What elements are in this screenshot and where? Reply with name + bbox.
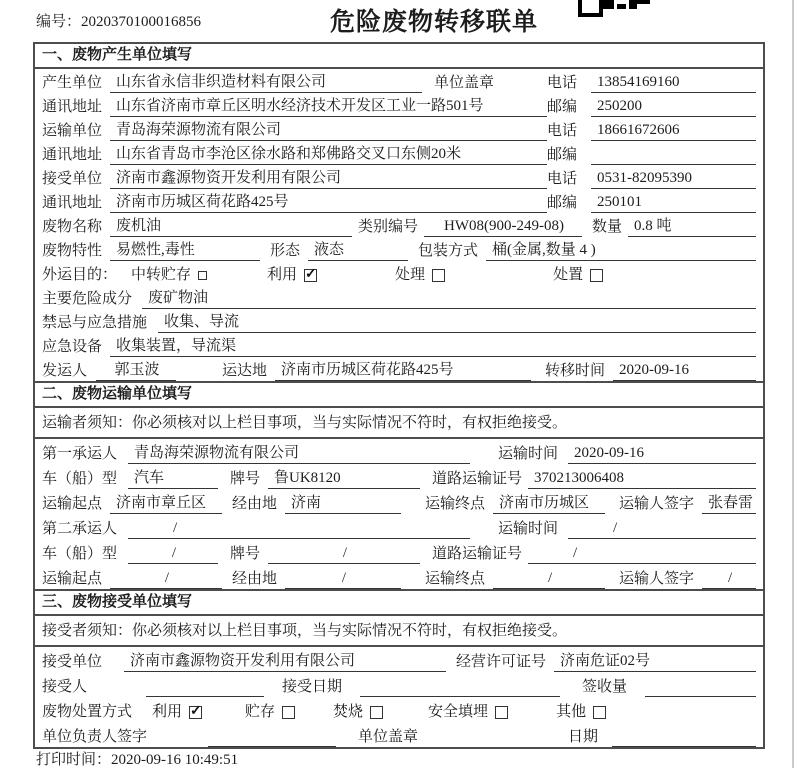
acceptor-label: 接受人 — [42, 679, 88, 695]
category-label: 类别编号 — [358, 219, 419, 235]
vehicle1-value: 汽车 — [128, 469, 218, 489]
row-waste-name — [35, 213, 763, 237]
acceptor-value — [146, 678, 264, 697]
treat-checkbox — [432, 269, 445, 282]
disposal-option-other — [556, 703, 606, 722]
vehicle-label: 车（船）型 — [42, 546, 118, 562]
disposal-option-store — [245, 703, 295, 722]
incinerate-checkbox — [370, 706, 383, 719]
document-number-value: 2020370100016856 — [81, 14, 202, 30]
date-label: 日期 — [568, 729, 599, 745]
row-waste-property — [35, 237, 763, 261]
transfer-storage-checkbox — [198, 271, 207, 280]
carrier-sign-label: 运输人签字 — [619, 571, 695, 587]
via2-value: / — [285, 569, 401, 589]
terminus1-value: 济南市历城区 — [493, 494, 605, 514]
carrier2-label: 第二承运人 — [42, 521, 118, 537]
terminus-label: 运输终点 — [425, 571, 486, 587]
producer-value: 山东省永信非织造材料有限公司 — [110, 73, 422, 93]
purpose-option-treat — [395, 266, 445, 285]
purpose-label: 外运目的： — [42, 267, 118, 283]
road-permit-label: 道路运输证号 — [432, 471, 523, 487]
landfill-checkbox — [495, 706, 508, 719]
utilize-checkbox — [304, 269, 317, 282]
row-consignor — [35, 357, 763, 381]
producer-address-value: 山东省济南市章丘区明水经济技术开发区工业一路501号 — [110, 97, 547, 117]
document-header — [0, 0, 796, 42]
seal-label: 单位盖章 — [434, 75, 495, 91]
carrier1-value: 青岛海荣源物流有限公司 — [128, 444, 470, 464]
property-label: 废物特性 — [42, 243, 103, 259]
producer-zip-value: 250200 — [591, 97, 756, 117]
waste-name-value: 废机油 — [110, 217, 352, 237]
via-label: 经由地 — [232, 496, 278, 512]
origin1-value: 济南市章丘区 — [110, 494, 222, 514]
zip-label: 邮编 — [547, 195, 578, 211]
option-label: 贮存 — [245, 704, 276, 720]
option-label: 安全填埋 — [428, 704, 489, 720]
received-qty-label: 签收量 — [582, 679, 628, 695]
section-producer — [35, 44, 763, 381]
phone-label: 电话 — [547, 75, 578, 91]
section-receiver — [35, 589, 763, 747]
carrier2-value: / — [128, 519, 470, 539]
terminus-label: 运输终点 — [425, 496, 486, 512]
print-time-label: 打印时间： — [36, 752, 112, 768]
accept-date-value — [360, 678, 560, 697]
producer-phone-value: 13854169160 — [591, 73, 756, 93]
page-title: 危险废物转移联单 — [330, 9, 539, 36]
quantity-label: 数量 — [592, 219, 623, 235]
transporter-notice: 运输者须知：你必须核对以上栏目事项，当与实际情况不符时，有权拒绝接受。 — [35, 408, 763, 439]
plate-label: 牌号 — [230, 546, 261, 562]
address-label: 通讯地址 — [42, 99, 103, 115]
waste-name-label: 废物名称 — [42, 219, 103, 235]
row-accept-unit — [35, 647, 763, 672]
purpose-option-dispose — [553, 266, 603, 285]
row-producer-address — [35, 93, 763, 117]
transfer-time-label: 转移时间 — [545, 363, 606, 379]
consignor-label: 发运人 — [42, 363, 88, 379]
receiver-notice: 接受者须知：你必须核对以上栏目事项，当与实际情况不符时，有权拒绝接受。 — [35, 616, 763, 647]
seal-label: 单位盖章 — [358, 729, 419, 745]
qr-code-icon — [578, 0, 652, 9]
option-label: 中转贮存 — [131, 267, 192, 283]
section2-title: 二、废物运输单位填写 — [35, 383, 763, 408]
row-producer — [35, 69, 763, 93]
category-value: HW08(900-249-08) — [424, 217, 582, 237]
section1-title: 一、废物产生单位填写 — [35, 44, 763, 69]
disposal-option-utilize — [152, 703, 202, 722]
property-value: 易燃性,毒性 — [110, 241, 260, 261]
road-permit2-value: / — [528, 544, 756, 564]
carrier-sign2-value: / — [702, 569, 756, 589]
license-label: 经营许可证号 — [456, 654, 547, 670]
producer-label: 产生单位 — [42, 75, 103, 91]
row-route1 — [35, 489, 763, 514]
origin2-value: / — [110, 569, 222, 589]
manifest-table — [33, 42, 765, 749]
form-value: 液态 — [308, 241, 408, 261]
utilize-checkbox — [189, 706, 202, 719]
plate2-value: / — [268, 544, 420, 564]
row-route2 — [35, 564, 763, 589]
transport-time2-value: / — [568, 519, 756, 539]
row-taboo — [35, 309, 763, 333]
responsible-sign-label: 单位负责人签字 — [42, 729, 148, 745]
receiver-label: 接受单位 — [42, 171, 103, 187]
purpose-option-transfer-storage — [131, 266, 207, 285]
row-carrier2 — [35, 514, 763, 539]
vehicle-label: 车（船）型 — [42, 471, 118, 487]
row-carrier1 — [35, 439, 763, 464]
via-label: 经由地 — [232, 571, 278, 587]
seal-date-value — [612, 728, 756, 747]
option-label: 处理 — [395, 267, 426, 283]
receiver-address-value: 济南市历城区荷花路425号 — [110, 193, 547, 213]
row-receiver — [35, 165, 763, 189]
transporter-phone-value: 18661672606 — [591, 121, 756, 141]
taboo-label: 禁忌与应急措施 — [42, 315, 148, 331]
purpose-option-utilize — [267, 266, 317, 285]
receiver-label: 接受单位 — [42, 654, 103, 670]
section-transporter — [35, 381, 763, 589]
document-number — [36, 10, 201, 31]
row-disposal — [35, 697, 763, 722]
taboo-value: 收集、导流 — [158, 313, 756, 333]
accept-date-label: 接受日期 — [282, 679, 343, 695]
other-checkbox — [593, 706, 606, 719]
option-label: 利用 — [267, 267, 298, 283]
transporter-label: 运输单位 — [42, 123, 103, 139]
road-permit1-value: 370213006408 — [528, 469, 756, 489]
transport-time1-value: 2020-09-16 — [568, 444, 756, 464]
equipment-label: 应急设备 — [42, 339, 103, 355]
plate1-value: 鲁UK8120 — [268, 469, 420, 489]
equipment-value: 收集装置，导流渠 — [110, 337, 756, 357]
transport-time-label: 运输时间 — [498, 446, 559, 462]
option-label: 其他 — [556, 704, 587, 720]
address-label: 通讯地址 — [42, 147, 103, 163]
form-label: 形态 — [270, 243, 301, 259]
row-transporter — [35, 117, 763, 141]
transporter-address-value: 山东省青岛市李沧区徐水路和郑佛路交叉口东侧20米 — [110, 145, 547, 165]
transporter-value: 青岛海荣源物流有限公司 — [110, 121, 547, 141]
receiver-zip-value: 250101 — [591, 193, 756, 213]
store-checkbox — [282, 706, 295, 719]
hazard-label: 主要危险成分 — [42, 291, 133, 307]
option-label: 处置 — [553, 267, 584, 283]
print-time-value: 2020-09-16 10:49:51 — [111, 752, 239, 768]
vehicle2-value: / — [128, 544, 218, 564]
receiver-phone-value: 0531-82095390 — [591, 169, 756, 189]
row-receiver-address — [35, 189, 763, 213]
carrier-sign1-value: 张春雷 — [702, 494, 756, 514]
plate-label: 牌号 — [230, 471, 261, 487]
consignor-value: 郭玉波 — [96, 361, 176, 381]
disposal-option-landfill — [428, 703, 508, 722]
section3-title: 三、废物接受单位填写 — [35, 591, 763, 616]
transfer-time-value: 2020-09-16 — [613, 361, 756, 381]
via1-value: 济南 — [285, 494, 401, 514]
packing-label: 包装方式 — [418, 243, 479, 259]
phone-label: 电话 — [547, 123, 578, 139]
zip-label: 邮编 — [547, 147, 578, 163]
option-label: 利用 — [152, 704, 183, 720]
row-acceptor — [35, 672, 763, 697]
license-value: 济南危证02号 — [554, 652, 756, 672]
responsible-sign-value — [208, 728, 336, 747]
row-transporter-address — [35, 141, 763, 165]
hazard-value: 废矿物油 — [142, 289, 756, 309]
terminus2-value: / — [493, 569, 605, 589]
phone-label: 电话 — [547, 171, 578, 187]
carrier1-label: 第一承运人 — [42, 446, 118, 462]
destination-label: 运达地 — [222, 363, 268, 379]
accept-receiver-value: 济南市鑫源物资开发利用有限公司 — [124, 652, 446, 672]
row-equipment — [35, 333, 763, 357]
received-qty-value — [645, 678, 756, 697]
receiver-value: 济南市鑫源物资开发利用有限公司 — [110, 169, 547, 189]
packing-value: 桶(金属,数量 4 ) — [486, 241, 756, 261]
print-time — [36, 748, 238, 769]
transport-time-label: 运输时间 — [498, 521, 559, 537]
quantity-value: 0.8 吨 — [628, 217, 756, 237]
disposal-label: 废物处置方式 — [42, 704, 133, 720]
origin-label: 运输起点 — [42, 496, 103, 512]
document-number-label: 编号： — [36, 14, 82, 30]
scan-page-edge — [792, 0, 794, 768]
destination-value: 济南市历城区荷花路425号 — [275, 361, 531, 381]
origin-label: 运输起点 — [42, 571, 103, 587]
row-responsible-sign — [35, 722, 763, 747]
option-label: 焚烧 — [333, 704, 364, 720]
address-label: 通讯地址 — [42, 195, 103, 211]
row-vehicle1 — [35, 464, 763, 489]
zip-label: 邮编 — [547, 99, 578, 115]
road-permit-label: 道路运输证号 — [432, 546, 523, 562]
disposal-option-incinerate — [333, 703, 383, 722]
dispose-checkbox — [590, 269, 603, 282]
transporter-zip-value — [591, 146, 756, 165]
row-hazard — [35, 285, 763, 309]
carrier-sign-label: 运输人签字 — [619, 496, 695, 512]
row-purpose — [35, 261, 763, 285]
row-vehicle2 — [35, 539, 763, 564]
